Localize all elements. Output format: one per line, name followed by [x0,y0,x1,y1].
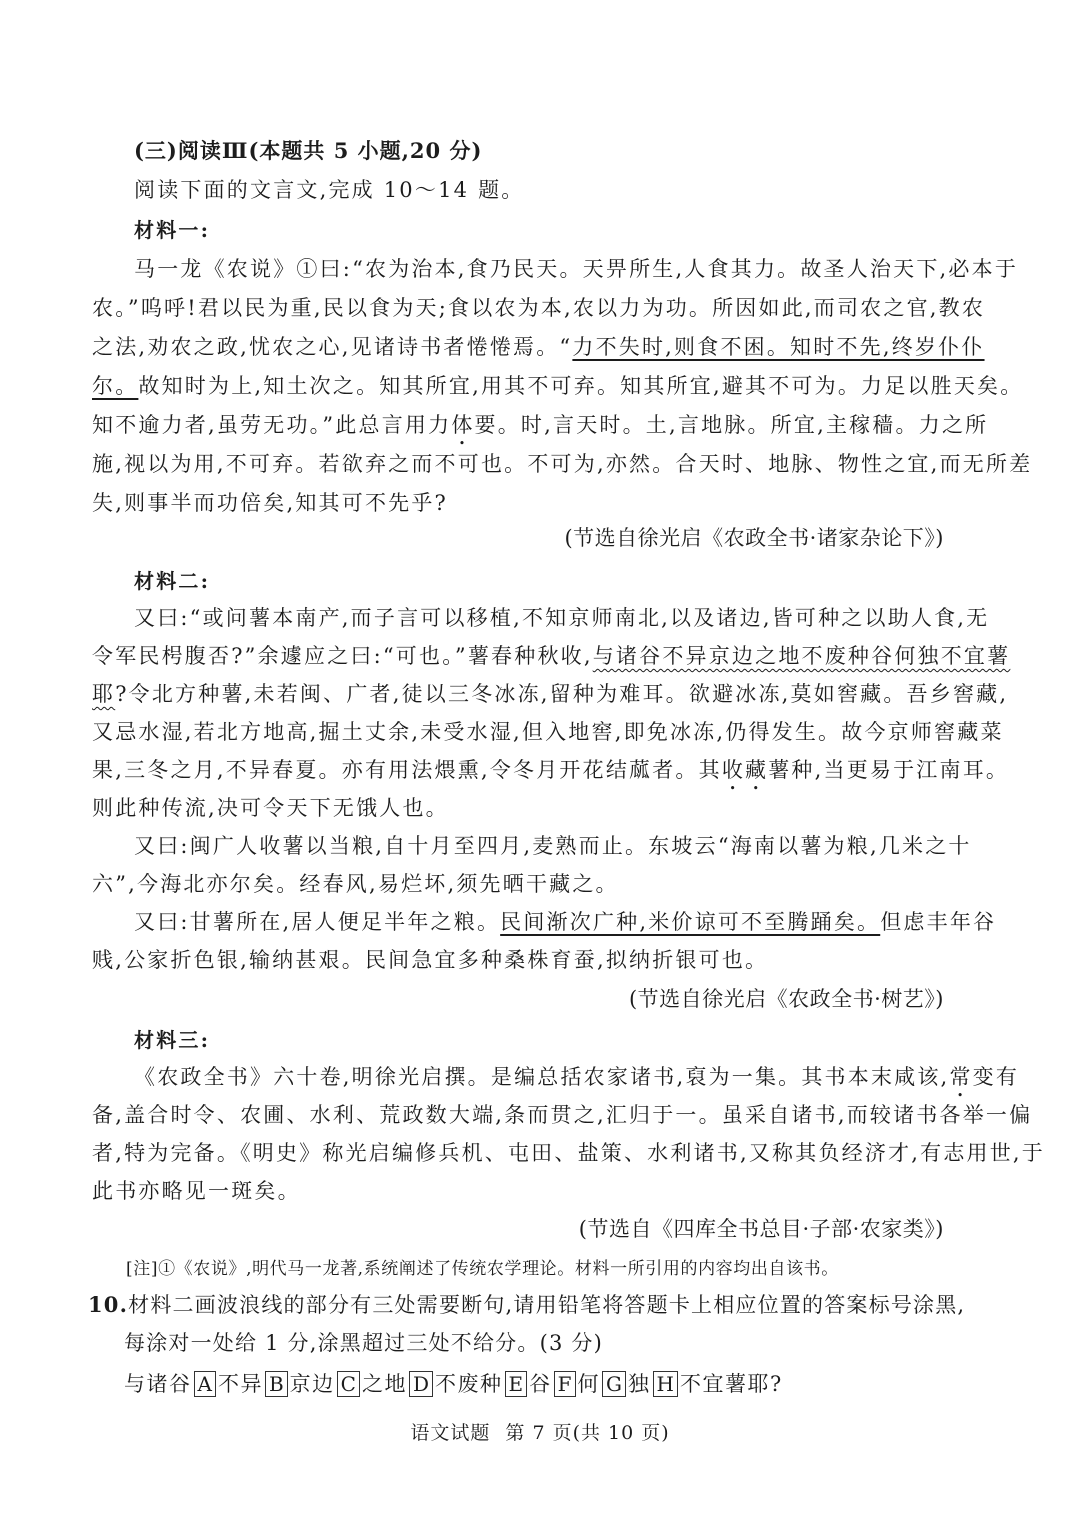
material1-line: 失,则事半而功倍矣,知其可不先乎? [92,491,449,515]
option-text: 与诸谷 [124,1372,192,1396]
option-text: 不宜薯耶? [679,1372,783,1396]
option-text: 何 [577,1372,601,1396]
material2-line [134,907,997,937]
material3-line [134,1062,1020,1092]
material1-line: 马一龙《农说》①曰:“农为治本,食乃民天。天畀所生,人食其力。故圣人治天下,必本于 [134,257,1019,281]
material2-line: 则此种传流,决可令天下无饿人也。 [92,796,449,820]
punctuation-options [124,1367,954,1403]
material3-line: 者,特为完备。《明史》称光启编修兵机、屯田、盐策、水利诸书,又称其负经济才,有志用世,于 [92,1141,1045,1165]
option-text: 不废种 [435,1372,503,1396]
text-segment: 果,三冬之月,不异春夏。亦有用法煨熏,令冬月开花结蓏者。其 [92,758,722,782]
option-box-b[interactable]: B [265,1371,288,1397]
material1-line: 农。”呜呼!君以民为重,民以食为天;食以农为本,农以力为功。所因如此,而司农之官,教农 [92,296,986,320]
material3-source: (节选自《四库全书总目·子部·农家类》) [578,1217,944,1241]
text-segment: 要。时,言天时。土,言地脉。所宜,主稼穑。力之所 [474,413,989,437]
material2-line [92,755,1010,785]
underlined-text: 尔。 [92,374,139,398]
material2-line: 六”,今海北亦尔矣。经春风,易烂坏,须先晒干藏之。 [92,872,619,896]
underlined-text: 力不失时,则食不困。知时不先,终岁仆仆 [572,335,985,359]
option-box-h[interactable]: H [653,1371,678,1397]
question-10-line [88,1290,966,1320]
footnote: [注]①《农说》,明代马一龙著,系统阐述了传统农学理论。材料一所引用的内容均出自该书。 [126,1259,839,1279]
material2-line [92,641,1011,671]
text-segment: 变有 [972,1065,1020,1089]
dotted-emphasis-text: 体 [451,413,475,437]
footer-subject: 语文试题 [410,1422,491,1444]
material2-source: (节选自徐光启《农政全书·树艺》) [628,987,944,1011]
dotted-emphasis-text: 收藏 [721,758,769,782]
text-segment: 故知时为上,知土次之。知其所宜,用其不可弃。知其所宜,避其不可为。力足以胜天矣。 [138,374,1024,398]
material2-line: 贱,公家折色银,输纳甚艰。民间急宜多种桑株育蚕,拟纳折银可也。 [92,948,769,972]
material3-line: 此书亦略见一斑矣。 [92,1179,301,1203]
question-10-line: 每涂对一处给 1 分,涂黑超过三处不给分。(3 分) [124,1331,604,1355]
wavy-underlined-text: 耶 [92,682,116,706]
option-box-f[interactable]: F [554,1371,576,1397]
option-text: 之地 [361,1372,407,1396]
material2-line [92,679,1009,709]
text-segment: 之法,劝农之政,忧农之心,见诸诗书者惓惓焉。“ [92,335,573,359]
text-segment: 但虑丰年谷 [880,910,997,934]
option-text: 独 [628,1372,651,1396]
question-number: 10. [88,1292,129,1317]
wavy-underlined-text: 与诸谷不异京边之地不废种谷何独不宜薯 [592,644,1011,668]
material3-line: 备,盖合时令、农圃、水利、荒政数大端,条而贯之,汇归于一。虽采自诸书,而较诸书各举一偏 [92,1103,1033,1127]
option-box-g[interactable]: G [602,1371,626,1397]
page-footer [0,1418,1080,1445]
question-text: 材料二画波浪线的部分有三处需要断句,请用铅笔将答题卡上相应位置的答案标号涂黑, [128,1293,966,1317]
option-text: 不异 [217,1372,263,1396]
text-segment: 《农政全书》六十卷,明徐光启撰。是编总括农家诸书,裒为一集。其书本末咸该, [134,1065,950,1089]
material1-line: 施,视以为用,不可弃。若欲弃之而不可也。不可为,亦然。合天时、地脉、物性之宜,而无所差 [92,452,1033,476]
dotted-emphasis-text: 常 [949,1065,973,1089]
material2-line: 又曰:闽广人收薯以当粮,自十月至四月,麦熟而止。东坡云“海南以薯为粮,几米之十 [134,834,972,858]
material1-source: (节选自徐光启《农政全书·诸家杂论下》) [564,526,944,550]
option-box-e[interactable]: E [505,1371,528,1397]
material2-line: 又曰:“或问薯本南产,而子言可以移植,不知京师南北,以及诸边,皆可种之以助人食,无 [134,606,990,630]
material1-line [92,332,985,362]
section-heading: (三)阅读Ⅲ(本题共 5 小题,20 分) [134,138,483,163]
material3-label: 材料三: [134,1028,211,1052]
underlined-text: 民间渐次广种,米价谅可不至腾踊矣。 [500,910,881,934]
section-instruction: 阅读下面的文言文,完成 10～14 题。 [134,178,525,202]
text-segment: 令军民枵腹否?”余遽应之曰:“可也。”薯春种秋收, [92,644,593,668]
material1-line [92,371,1024,401]
material2-line: 又忌水湿,若北方地高,掘土丈余,未受水湿,但入地窖,即免冰冻,仍得发生。故今京师窖藏菜 [92,720,1004,744]
text-segment: 知不逾力者,虽劳无功。”此总言用力 [92,413,452,437]
text-segment: 又曰:甘薯所在,居人便足半年之粮。 [134,910,501,934]
option-box-d[interactable]: D [409,1371,433,1397]
material1-label: 材料一: [134,218,211,242]
text-segment: ?令北方种薯,未若闽、广者,徒以三冬冰冻,留种为难耳。欲避冰冻,莫如窖藏。吾乡窖藏, [115,682,1009,706]
option-box-a[interactable]: A [194,1371,216,1397]
material1-line [92,410,989,440]
option-text: 京边 [289,1372,335,1396]
text-segment: 薯种,当更易于江南耳。 [768,758,1010,782]
footer-page-number: 第 7 页(共 10 页) [505,1422,670,1444]
option-box-c[interactable]: C [337,1371,360,1397]
material2-label: 材料二: [134,569,211,593]
option-text: 谷 [529,1372,552,1396]
